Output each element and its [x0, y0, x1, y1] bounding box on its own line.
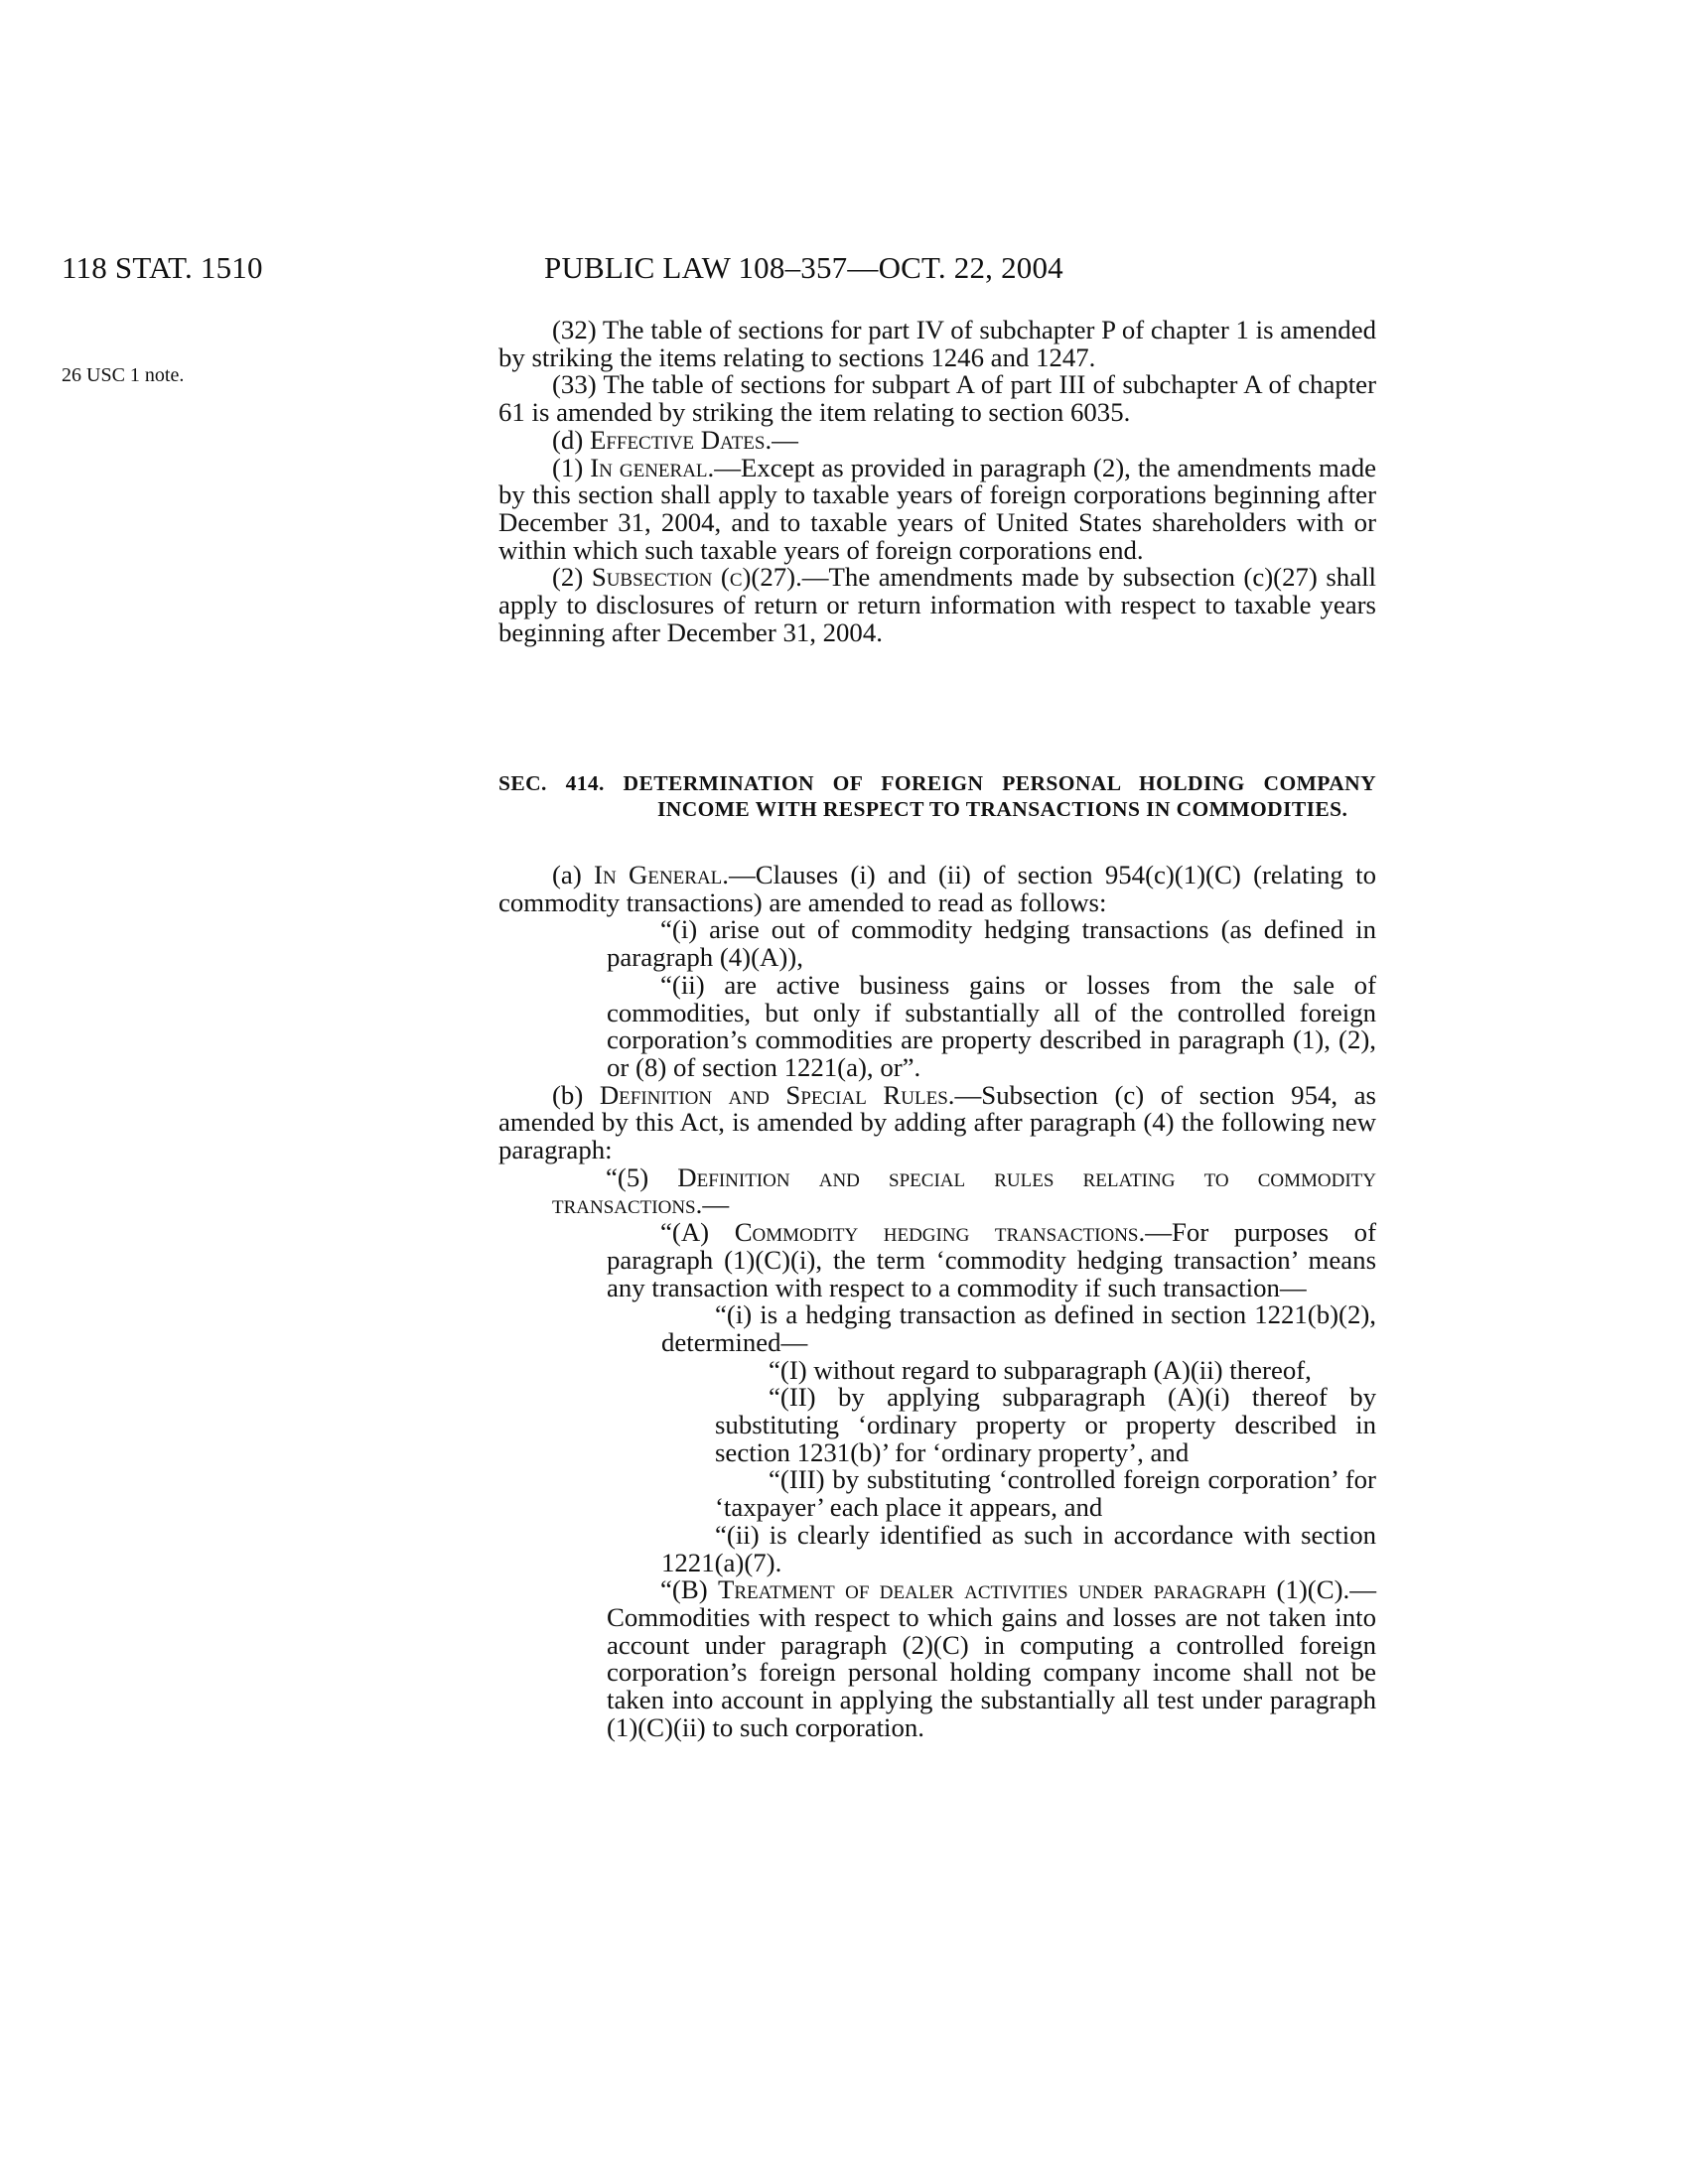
paragraph-d2-caption: Subsection (c)(27): [591, 562, 796, 593]
subparagraph-A: [498, 1219, 1376, 1301]
subparagraph-A-prefix: “(A): [660, 1217, 735, 1248]
subsection-d-suffix: .—: [765, 424, 798, 455]
section-title: SEC. 414. DETERMINATION OF FOREIGN PERSONAL HOLDING COMPANY INCOME WITH RESPECT TO TRANSACTIONS IN COMMODITIES.: [498, 771, 1376, 821]
paragraph-d2-prefix: (2): [552, 562, 592, 593]
paragraph-d2: [498, 564, 1376, 646]
paragraph-d1: [498, 452, 1376, 565]
paragraph-5-caption: Definition and special rules relating to commodity transactions: [552, 1161, 1377, 1220]
clause-a-i: “(i) arise out of commodity hedging transactions (as defined in paragraph (4)(A)),: [607, 914, 1376, 973]
paragraph-d2-text: .—The amendments made by subsection (c)(27) shall apply to disclosures of return or return information with respect to taxable years beginning after December 31, 2004.: [498, 562, 1376, 647]
paragraph-32: (32) The table of sections for part IV of subchapter P of chapter 1 is amended by striking the items relating to sections 1246 and 1247.: [498, 315, 1376, 372]
subsection-d-prefix: (d): [552, 424, 590, 455]
subsection-d-caption: Effective Dates: [589, 424, 766, 455]
paragraph-d1-caption: In general: [590, 452, 708, 482]
stat-citation: 118 STAT. 1510: [62, 250, 263, 285]
subsection-b: [498, 1079, 1376, 1165]
clause-a-ii: “(ii) are active business gains or losses from the sale of commodities, but only if substantially all of the controlled foreign corporation’s commodities are property described in paragraph (1), (2), or (8) of section 1221(a), or”.: [607, 969, 1376, 1082]
paragraph-d1-text: .—Except as provided in paragraph (2), the amendments made by this section shall apply to taxable years of foreign corporations beginning after December 31, 2004, and to taxable years of United States shareholders with or within which such taxable years of foreign corporations end.: [498, 452, 1376, 565]
subsection-a-caption: In General: [594, 860, 723, 889]
subparagraph-A-text: .—For purposes of paragraph (1)(C)(i), the term ‘commodity hedging transaction’ means any transaction with respect to a commodity if such transaction—: [607, 1217, 1376, 1302]
clause-A-ii: “(ii) is clearly identified as such in accordance with section 1221(a)(7).: [661, 1519, 1376, 1577]
subparagraph-B-text: .—Commodities with respect to which gains and losses are not taken into account under paragraph (2)(C) in computing a controlled foreign corporation’s foreign personal holding company income shall not be taken into account in applying the substantially all test under paragraph (1)(C)(ii) to such corporation.: [607, 1574, 1376, 1742]
subsection-b-prefix: (b): [552, 1079, 600, 1110]
running-head: PUBLIC LAW 108–357—OCT. 22, 2004: [544, 250, 1063, 285]
subsection-b-caption: Definition and Special Rules: [599, 1079, 948, 1110]
margin-note: 26 USC 1 note.: [62, 364, 185, 386]
paragraph-33: (33) The table of sections for subpart A of part III of subchapter A of chapter 61 is amended by striking the item relating to section 6035.: [498, 369, 1376, 428]
subsection-d-heading: [498, 424, 1376, 455]
subsection-a-text: .—Clauses (i) and (ii) of section 954(c)(1)(C) (relating to commodity transactions) are amended to read as follows:: [498, 860, 1376, 917]
subsection-b-text: .—Subsection (c) of section 954, as amended by this Act, is amended by adding after paragraph (4) the following new paragraph:: [498, 1079, 1376, 1165]
subparagraph-A-caption: Commodity hedging transactions: [734, 1217, 1139, 1248]
paragraph-5-prefix: “(5): [606, 1161, 678, 1192]
paragraph-d1-prefix: (1): [552, 452, 591, 482]
subclause-A-III: “(III) by substituting ‘controlled foreign corporation’ for ‘taxpayer’ each place it appears, and: [715, 1464, 1376, 1523]
subclause-A-I: “(I) without regard to subparagraph (A)(ii) thereof,: [769, 1354, 1312, 1385]
subparagraph-B-prefix: “(B): [660, 1574, 719, 1605]
paragraph-5-heading: [498, 1161, 1377, 1220]
clause-A-i: “(i) is a hedging transaction as defined in section 1221(b)(2), determined—: [661, 1299, 1376, 1357]
section-414: [498, 770, 1376, 852]
subsection-a-prefix: (a): [552, 860, 595, 889]
subsection-a: [498, 862, 1376, 916]
subparagraph-B-caption: Treatment of dealer activities under paragraph (1)(C): [718, 1574, 1343, 1605]
paragraph-5-suffix: .—: [695, 1189, 730, 1220]
subparagraph-B: [498, 1576, 1376, 1741]
subclause-A-II: “(II) by applying subparagraph (A)(i) thereof by substituting ‘ordinary property or property described in section 1231(b)’ for ‘ordinary property’, and: [715, 1382, 1376, 1467]
statute-body: [498, 317, 1376, 646]
section-414-body: [498, 862, 1376, 1742]
